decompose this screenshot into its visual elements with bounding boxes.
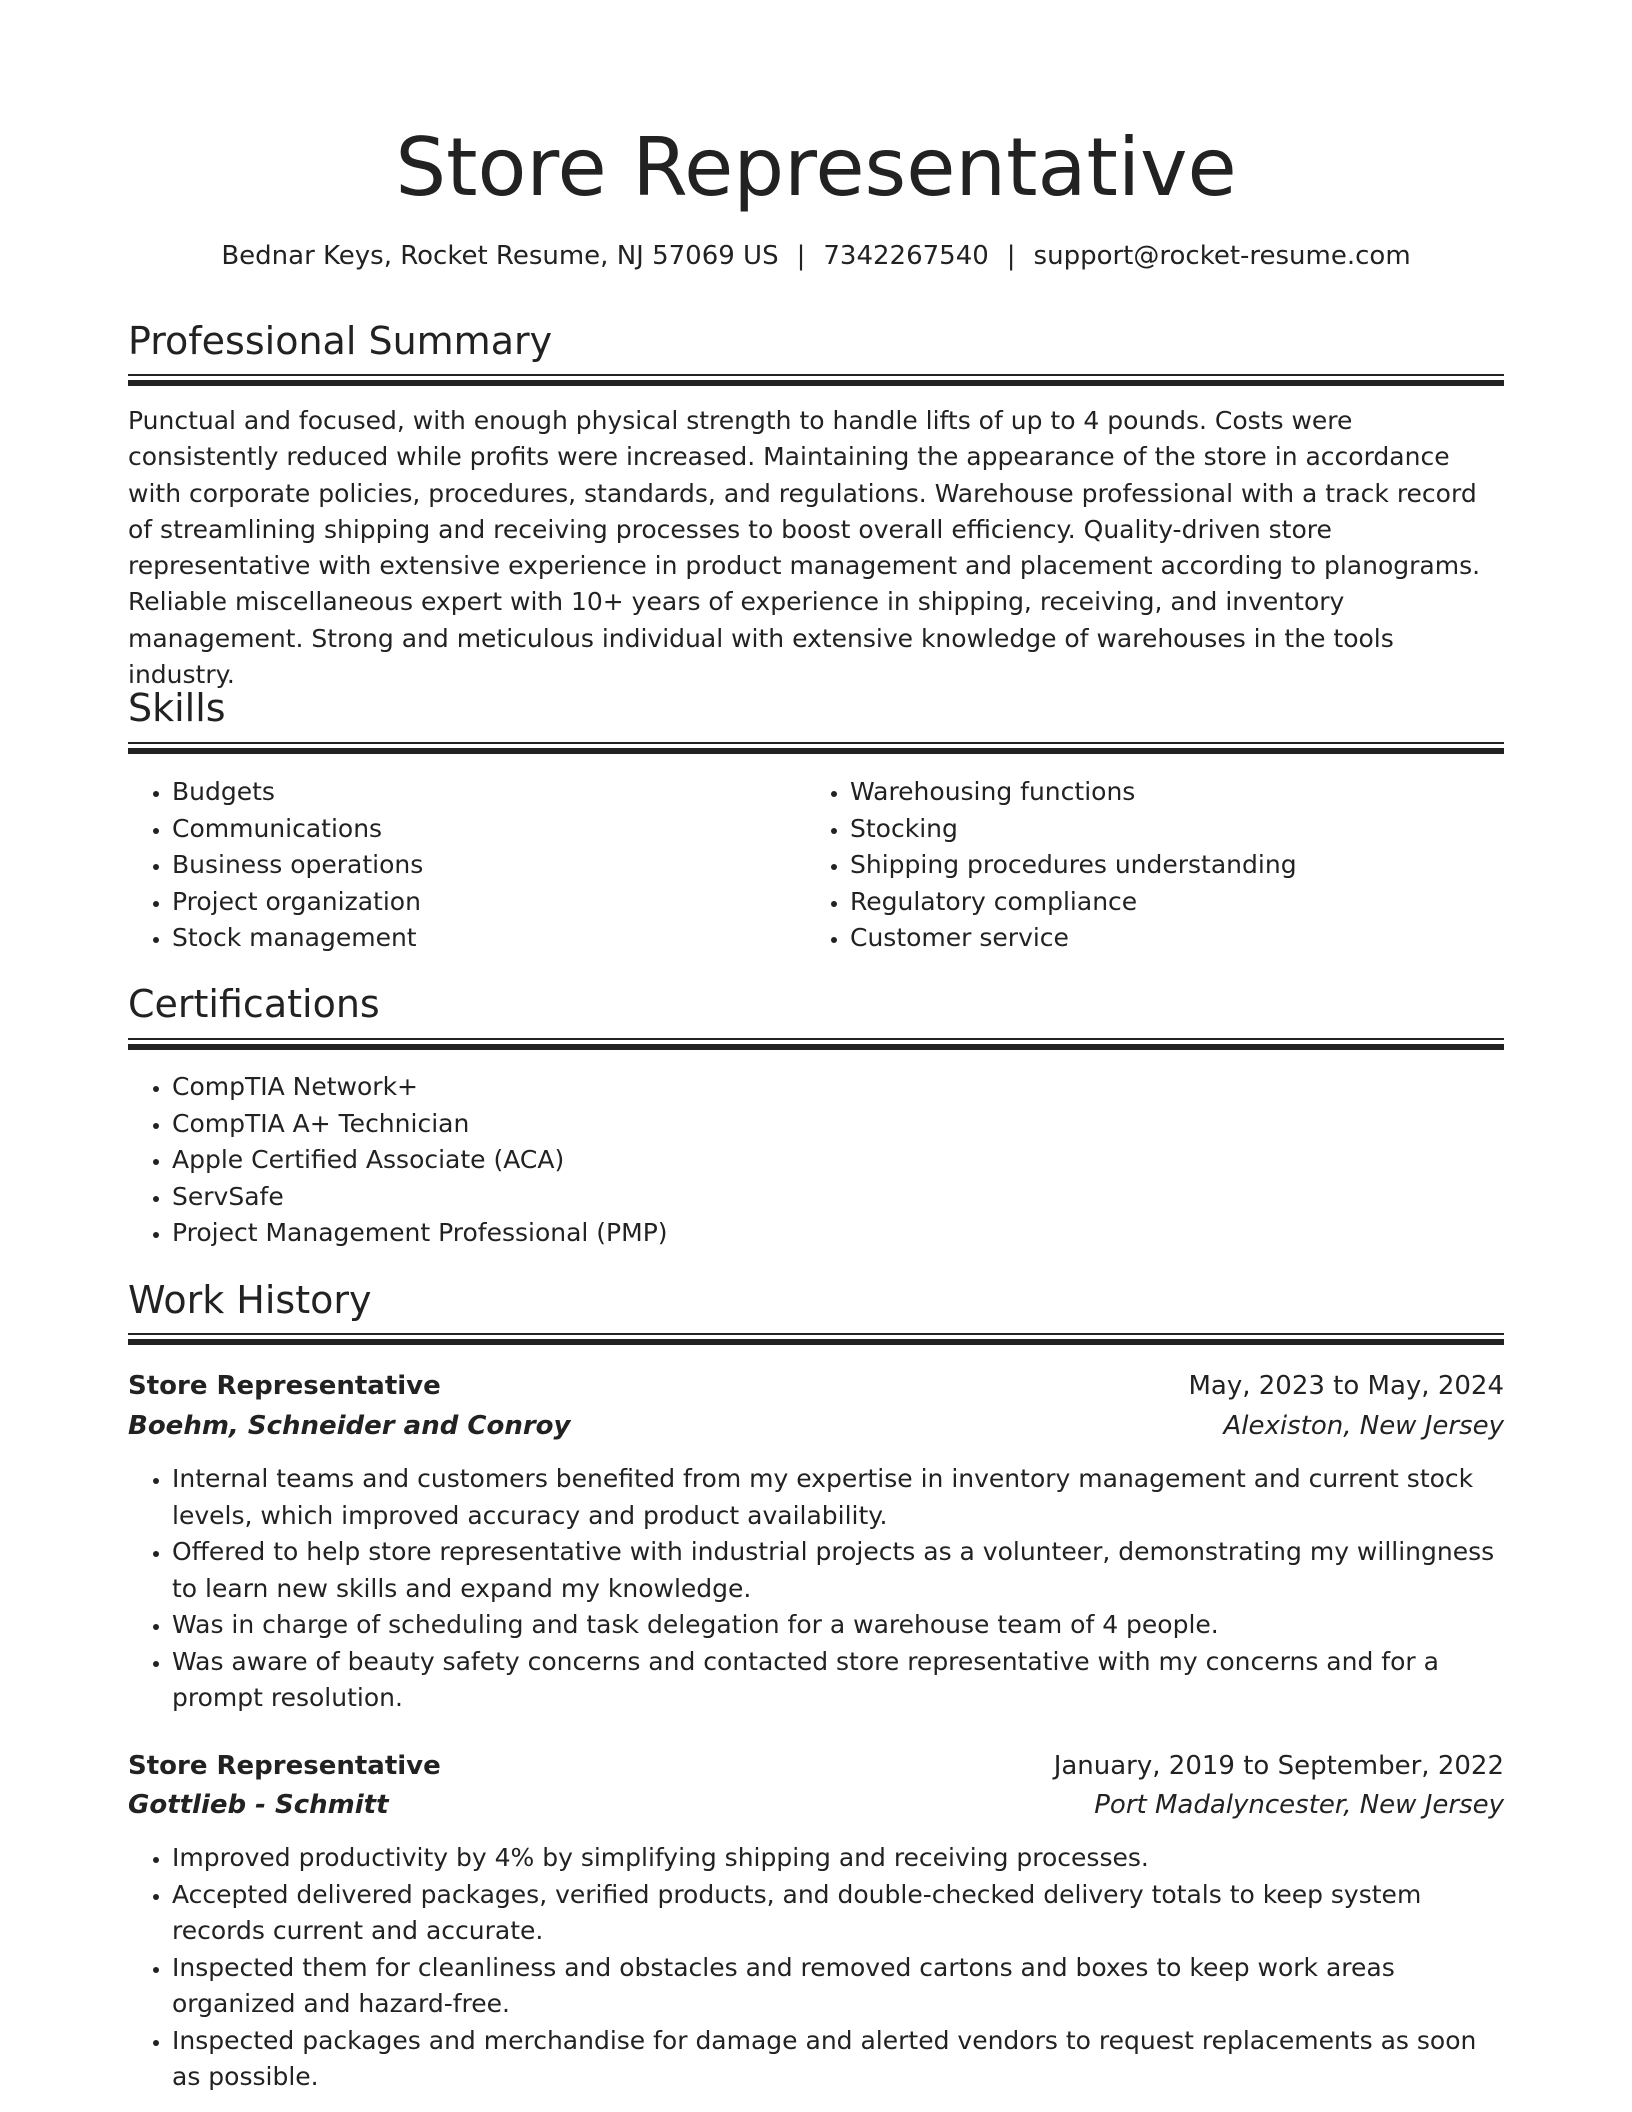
job-bullet: • Inspected packages and merchandise for damage and alerted vendors to request replacements as soon as possible. xyxy=(172,2023,1504,2096)
section-divider xyxy=(128,742,1504,754)
job-dates: January, 2019 to September, 2022 xyxy=(1053,1751,1504,1781)
section-title-skills: Skills xyxy=(128,686,226,730)
contact-separator: | xyxy=(1006,241,1016,271)
job-location: Port Madalyncester, New Jersey xyxy=(1094,1790,1504,1820)
skill-item: • Regulatory compliance xyxy=(850,884,1530,921)
job-bullets xyxy=(128,1840,1504,2096)
job-title: Store Representative xyxy=(128,1751,441,1781)
job-header xyxy=(128,1748,1504,1784)
job-subheader xyxy=(128,1787,1504,1823)
certification-item: • ServSafe xyxy=(172,1179,1472,1216)
skill-item: • Business operations xyxy=(172,847,792,884)
skill-item: • Stock management xyxy=(172,920,792,957)
job-subheader xyxy=(128,1408,1504,1444)
contact-line xyxy=(128,238,1504,274)
certification-item: • Apple Certified Associate (ACA) xyxy=(172,1142,1472,1179)
job-company: Gottlieb - Schmitt xyxy=(128,1790,389,1820)
section-divider xyxy=(128,1333,1504,1345)
job-dates: May, 2023 to May, 2024 xyxy=(1188,1371,1504,1401)
section-title-work-history: Work History xyxy=(128,1278,372,1322)
contact-phone: 7342267540 xyxy=(823,241,989,271)
skill-item: • Project organization xyxy=(172,884,792,921)
job-bullet: • Accepted delivered packages, verified products, and double-checked delivery totals to keep system records current and accurate. xyxy=(172,1877,1504,1950)
section-title-summary: Professional Summary xyxy=(128,319,553,363)
skill-item: • Shipping procedures understanding xyxy=(850,847,1530,884)
contact-address: Bednar Keys, Rocket Resume, NJ 57069 US xyxy=(221,241,779,271)
job-bullet: • Internal teams and customers benefited from my expertise in inventory management and current stock levels, which improved accuracy and product availability. xyxy=(172,1461,1504,1534)
job-bullet: • Offered to help store representative with industrial projects as a volunteer, demonstrating my willingness to learn new skills and expand my knowledge. xyxy=(172,1534,1504,1607)
certifications-list xyxy=(128,1069,1472,1252)
job-bullet: • Was in charge of scheduling and task delegation for a warehouse team of 4 people. xyxy=(172,1607,1504,1644)
skill-item: • Budgets xyxy=(172,774,792,811)
section-title-certifications: Certifications xyxy=(128,982,380,1026)
job-bullet: • Improved productivity by 4% by simplifying shipping and receiving processes. xyxy=(172,1840,1504,1877)
job-location: Alexiston, New Jersey xyxy=(1223,1411,1504,1441)
certification-item: • CompTIA Network+ xyxy=(172,1069,1472,1106)
skill-item: • Customer service xyxy=(850,920,1530,957)
section-divider xyxy=(128,1038,1504,1050)
skills-list-right xyxy=(806,774,1530,957)
job-bullet: • Was aware of beauty safety concerns and contacted store representative with my concerns and for a prompt resolution. xyxy=(172,1644,1504,1717)
section-divider xyxy=(128,374,1504,386)
candidate-name: Store Representative xyxy=(395,121,1237,214)
certification-item: • Project Management Professional (PMP) xyxy=(172,1215,1472,1252)
skill-item: • Communications xyxy=(172,811,792,848)
summary-text: Punctual and focused, with enough physical strength to handle lifts of up to 4 pounds. Costs were consistently reduced while profits were increased. Maintaining the appearance of the store in accordance with corporate policies, procedures, standards, and regulations. Warehouse professional with a track record of streamlining shipping and receiving processes to boost overall efficiency. Quality-driven store representative with extensive experience in product management and placement according to planograms. Reliable miscellaneous expert with 10+ years of experience in shipping, receiving, and inventory management. Strong and meticulous individual with extensive knowledge of warehouses in the tools industry. xyxy=(128,406,1481,690)
contact-separator: | xyxy=(796,241,806,271)
job-bullets xyxy=(128,1461,1504,1717)
skills-list-left xyxy=(128,774,792,957)
job-header xyxy=(128,1368,1504,1404)
job-title: Store Representative xyxy=(128,1371,441,1401)
job-company: Boehm, Schneider and Conroy xyxy=(128,1411,571,1441)
skill-item: • Warehousing functions xyxy=(850,774,1530,811)
skill-item: • Stocking xyxy=(850,811,1530,848)
job-bullet: • Inspected them for cleanliness and obstacles and removed cartons and boxes to keep work areas organized and hazard-free. xyxy=(172,1950,1504,2023)
certification-item: • CompTIA A+ Technician xyxy=(172,1106,1472,1143)
contact-email[interactable]: support@rocket-resume.com xyxy=(1033,241,1411,271)
